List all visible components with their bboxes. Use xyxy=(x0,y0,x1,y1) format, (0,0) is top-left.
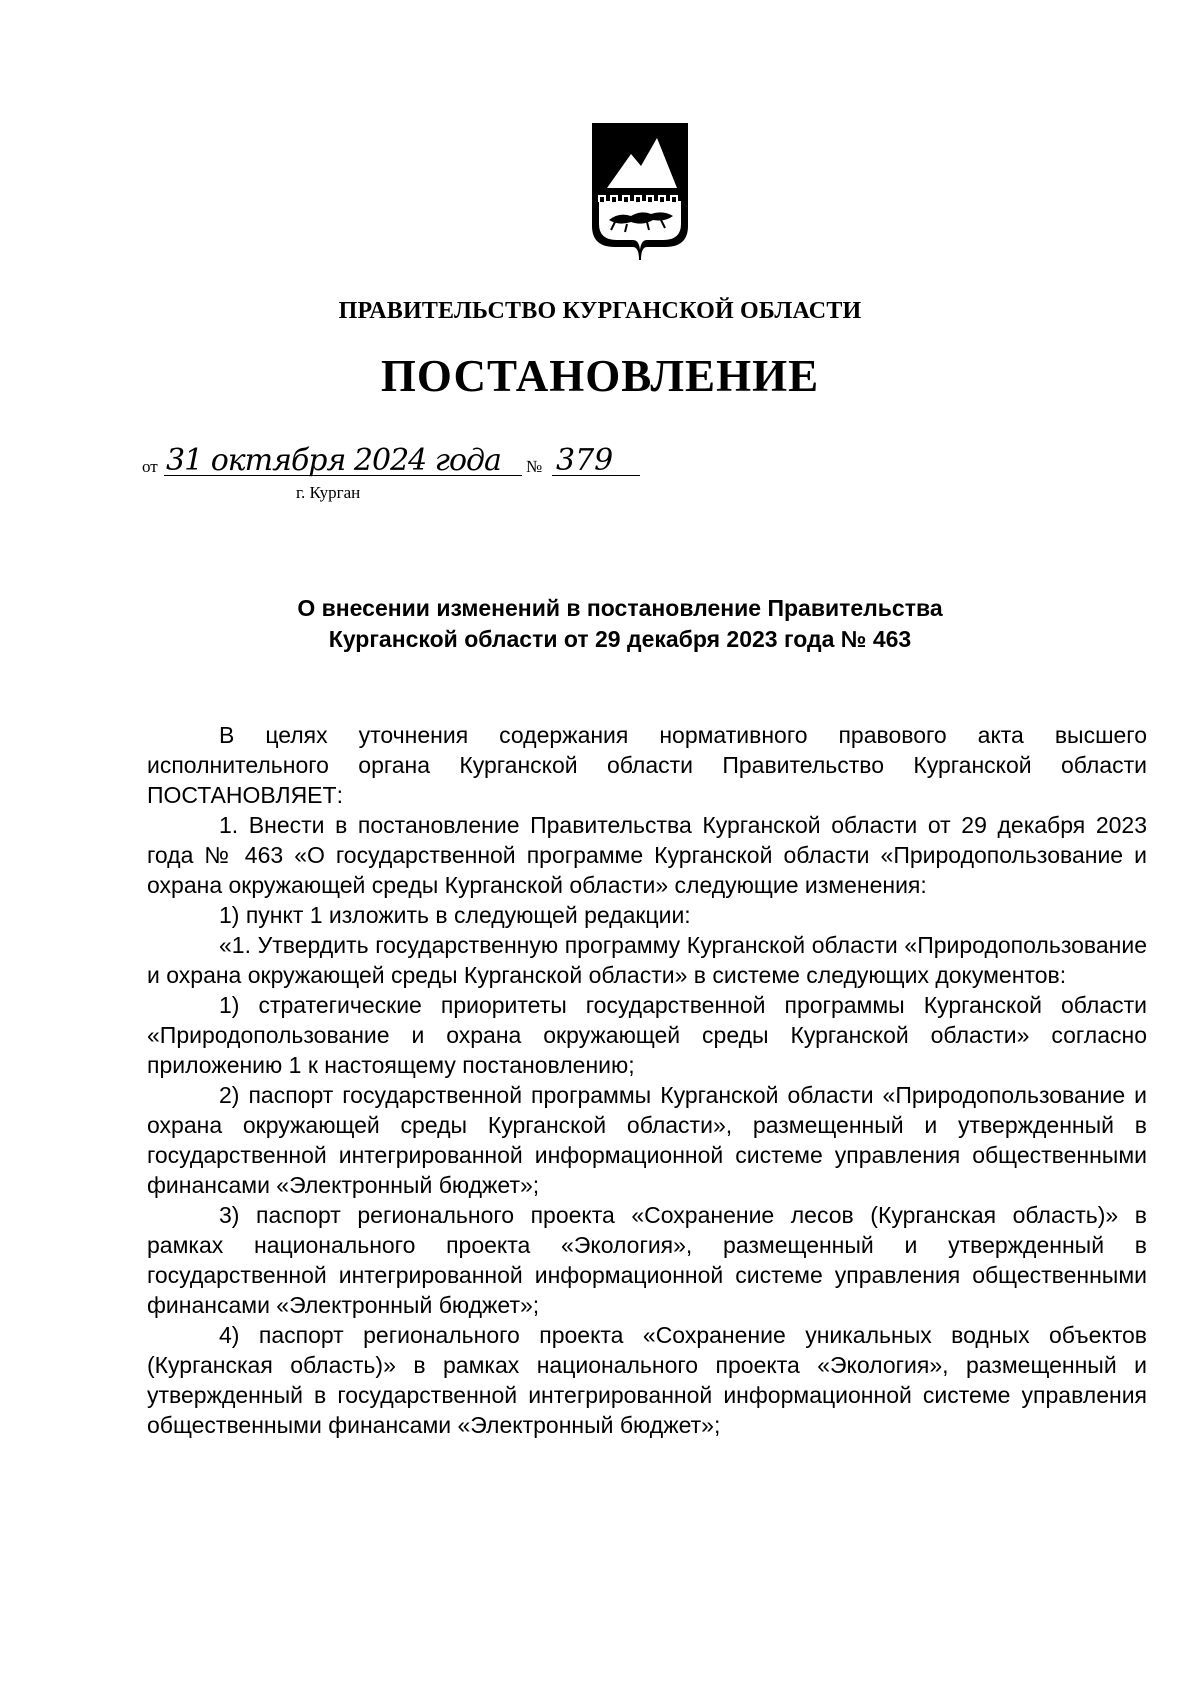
subject-line-2: Курганской области от 29 декабря 2023 года № 463 xyxy=(328,626,912,652)
document-body xyxy=(147,720,1147,1440)
body-paragraph: 1. Внести в постановление Правительства Курганской области от 29 декабря 2023 года № 463 «О государственной программе Курганской области «Природопользование и охрана окружающей среды Курганской области» следующие изменения: xyxy=(147,812,1147,898)
handwritten-date: 31 октября 2024 года xyxy=(166,443,501,478)
organization-name: ПРАВИТЕЛЬСТВО КУРГАНСКОЙ ОБЛАСТИ xyxy=(338,298,862,324)
document-type-title: ПОСТАНОВЛЕНИЕ xyxy=(380,351,820,401)
body-paragraph: В целях уточнения содержания нормативного правового акта высшего исполнительного органа Курганской области Правительство Курганской области ПОСТАНОВЛЯЕТ: xyxy=(147,722,1147,808)
number-underline xyxy=(552,475,640,476)
body-paragraph: 2) паспорт государственной программы Курганской области «Природопользование и охрана окружающей среды Курганской области», размещенный и утвержденный в государственной интегрированной информационной системе управления общественными финансами «Электронный бюджет»; xyxy=(147,1082,1147,1198)
body-paragraph: 1) стратегические приоритеты государственной программы Курганской области «Природопользование и охрана окружающей среды Курганской области» согласно приложению 1 к настоящему постановлению; xyxy=(147,992,1147,1078)
subject-line-1: О внесении изменений в постановление Правительства xyxy=(297,595,943,621)
date-from-label: от xyxy=(142,457,158,476)
body-paragraph: 3) паспорт регионального проекта «Сохранение лесов (Курганская область)» в рамках национального проекта «Экология», размещенный и утвержденный в государственной интегрированной информационной системе управления общественными финансами «Электронный бюджет»; xyxy=(147,1202,1147,1318)
handwritten-number: 379 xyxy=(556,443,614,478)
body-paragraph: «1. Утвердить государственную программу Курганской области «Природопользование и охрана окружающей среды Курганской области» в системе следующих документов: xyxy=(147,932,1147,988)
kurgan-region-coat-of-arms-icon xyxy=(585,118,695,268)
date-underline xyxy=(164,475,522,476)
body-paragraph: 4) паспорт регионального проекта «Сохранение уникальных водных объектов (Курганская область)» в рамках национального проекта «Экология», размещенный и утвержденный в государственной интегрированной информационной системе управления общественными финансами «Электронный бюджет»; xyxy=(147,1322,1147,1438)
number-label: № xyxy=(526,457,543,476)
body-paragraph: 1) пункт 1 изложить в следующей редакции: xyxy=(219,902,691,928)
document-subject xyxy=(200,593,1040,655)
city-label: г. Курган xyxy=(296,483,361,502)
